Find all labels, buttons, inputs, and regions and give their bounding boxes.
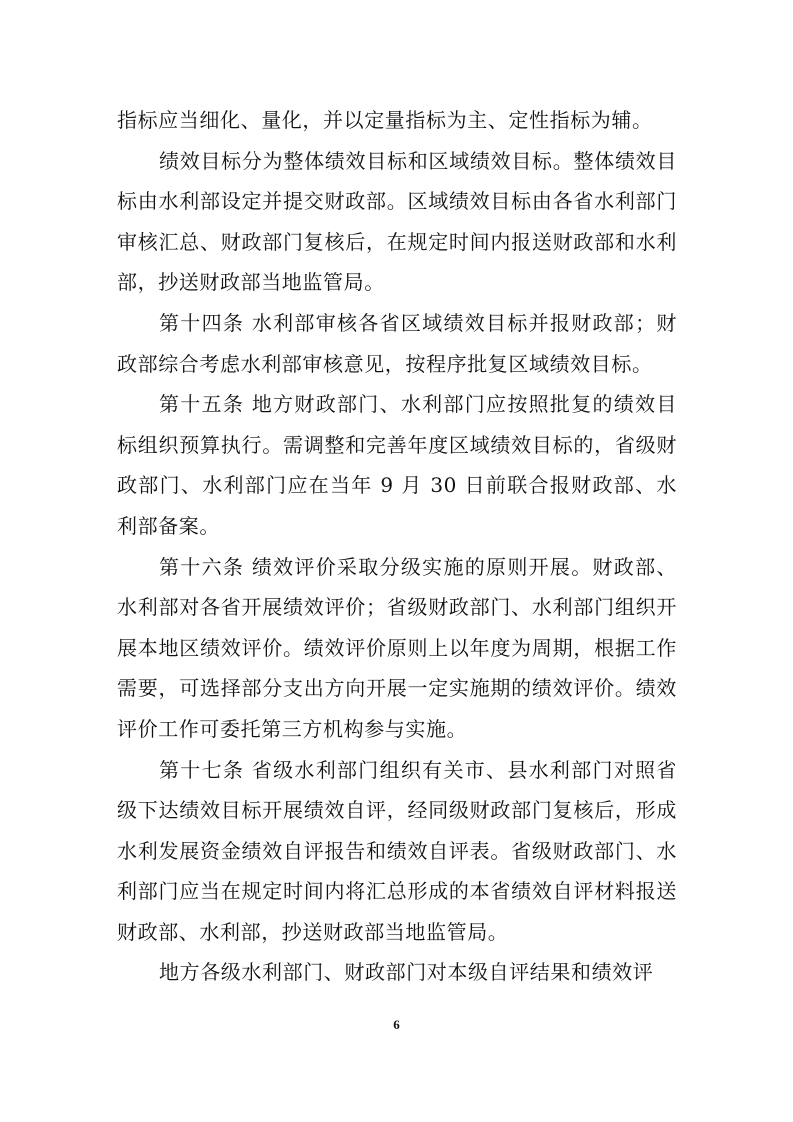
article-16: 第十六条 绩效评价采取分级实施的原则开展。财政部、水利部对各省开展绩效评价；省级财政部门、水利部门组织开展本地区绩效评价。绩效评价原则上以年度为周期，根据工作需要，可选择部分支出方向开展一定实施期的绩效评价。绩效评价工作可委托第三方机构参与实施。	[117, 554, 677, 741]
article-17: 第十七条 省级水利部门组织有关市、县水利部门对照省级下达绩效目标开展绩效自评，经同级财政部门复核后，形成水利发展资金绩效自评报告和绩效自评表。省级财政部门、水利部门应当在规定时间内将汇总形成的本省绩效自评材料报送财政部、水利部，抄送财政部当地监管局。	[117, 757, 677, 944]
article-14: 第十四条 水利部审核各省区域绩效目标并报财政部；财政部综合考虑水利部审核意见，按程序批复区域绩效目标。	[117, 310, 677, 376]
paragraph-continuation: 指标应当细化、量化，并以定量指标为主、定性指标为辅。	[117, 108, 653, 132]
document-body	[117, 100, 677, 993]
paragraph-performance-targets: 绩效目标分为整体绩效目标和区域绩效目标。整体绩效目标由水利部设定并提交财政部。区域绩效目标由各省水利部门审核汇总、财政部门复核后，在规定时间内报送财政部和水利部，抄送财政部当地监管局。	[117, 148, 677, 295]
paragraph-local-departments: 地方各级水利部门、财政部门对本级自评结果和绩效评	[159, 960, 654, 985]
page-number: 6	[393, 1017, 400, 1032]
article-15: 第十五条 地方财政部门、水利部门应按照批复的绩效目标组织预算执行。需调整和完善年度区域绩效目标的，省级财政部门、水利部门应在当年 9 月 30 日前联合报财政部、水利部备案。	[117, 392, 677, 538]
